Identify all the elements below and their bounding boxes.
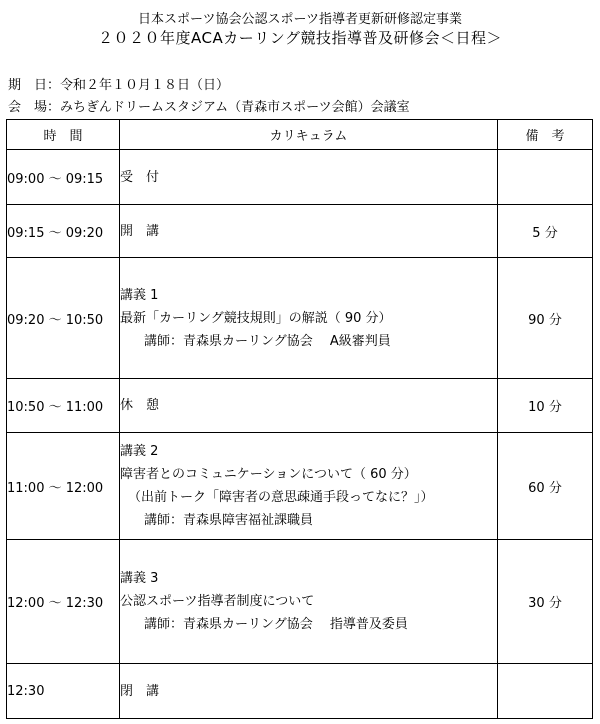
curriculum-cell xyxy=(120,258,498,379)
note-cell: 90 分 xyxy=(498,258,593,379)
curriculum-cell xyxy=(120,150,498,205)
curriculum-cell xyxy=(120,379,498,433)
time-cell: 10:50 ～ 11:00 xyxy=(7,379,120,433)
table-row xyxy=(7,664,593,719)
curriculum-cell xyxy=(120,433,498,540)
note-cell xyxy=(498,150,593,205)
time-cell: 11:00 ～ 12:00 xyxy=(7,433,120,540)
lecturer-line: 講師：青森県カーリング協会 指導普及委員 xyxy=(144,617,408,632)
table-row xyxy=(7,258,593,379)
curriculum-cell xyxy=(120,540,498,664)
table-row xyxy=(7,540,593,664)
curriculum-line: 講義 1 xyxy=(120,287,159,303)
lecturer-line: 講師：青森県障害福祉課職員 xyxy=(144,513,314,528)
curriculum-line: 閉 講 xyxy=(120,683,160,699)
curriculum-line: 最新「カーリング競技規則」の解説（ 90 分） xyxy=(120,310,392,326)
note-cell: 5 分 xyxy=(498,205,593,258)
curriculum-line: 公認スポーツ指導者制度について xyxy=(120,594,315,609)
curriculum-line: （出前トーク「障害者の意思疎通手段ってなに？」） xyxy=(128,490,434,505)
time-cell: 09:00 ～ 09:15 xyxy=(7,150,120,205)
curriculum-line: 講義 3 xyxy=(120,571,159,586)
event-date: 期 日：令和２年１０月１８日（日） xyxy=(8,78,230,93)
time-cell: 12:30 xyxy=(7,664,120,719)
table-header-row xyxy=(7,120,593,150)
column-header-notes: 備 考 xyxy=(498,120,593,150)
curriculum-line: 開 講 xyxy=(120,223,160,239)
time-cell: 09:20 ～ 10:50 xyxy=(7,258,120,379)
note-cell: 60 分 xyxy=(498,433,593,540)
curriculum-line: 休 憩 xyxy=(120,398,160,413)
document-title: ２０２０年度ACAカーリング競技指導普及研修会＜日程＞ xyxy=(98,29,502,47)
lecturer-line: 講師：青森県カーリング協会 A級審判員 xyxy=(144,333,391,349)
curriculum-cell xyxy=(120,664,498,719)
note-cell: 10 分 xyxy=(498,379,593,433)
note-cell: 30 分 xyxy=(498,540,593,664)
header-line-1: 日本スポーツ協会公認スポーツ指導者更新研修認定事業 xyxy=(138,12,462,27)
time-cell: 12:00 ～ 12:30 xyxy=(7,540,120,664)
curriculum-line: 講義 2 xyxy=(120,444,159,459)
schedule-table xyxy=(6,119,593,719)
curriculum-cell xyxy=(120,205,498,258)
column-header-time: 時 間 xyxy=(7,120,120,150)
table-row xyxy=(7,205,593,258)
curriculum-line: 障害者とのコミュニケーションについて（ 60 分） xyxy=(120,467,417,482)
time-cell: 09:15 ～ 09:20 xyxy=(7,205,120,258)
table-row xyxy=(7,433,593,540)
note-cell xyxy=(498,664,593,719)
column-header-curriculum: カリキュラム xyxy=(120,120,498,150)
event-venue: 会 場：みちぎんドリームスタジアム（青森市スポーツ会館）会議室 xyxy=(8,100,410,115)
table-row xyxy=(7,379,593,433)
curriculum-line: 受 付 xyxy=(120,169,160,185)
table-row xyxy=(7,150,593,205)
